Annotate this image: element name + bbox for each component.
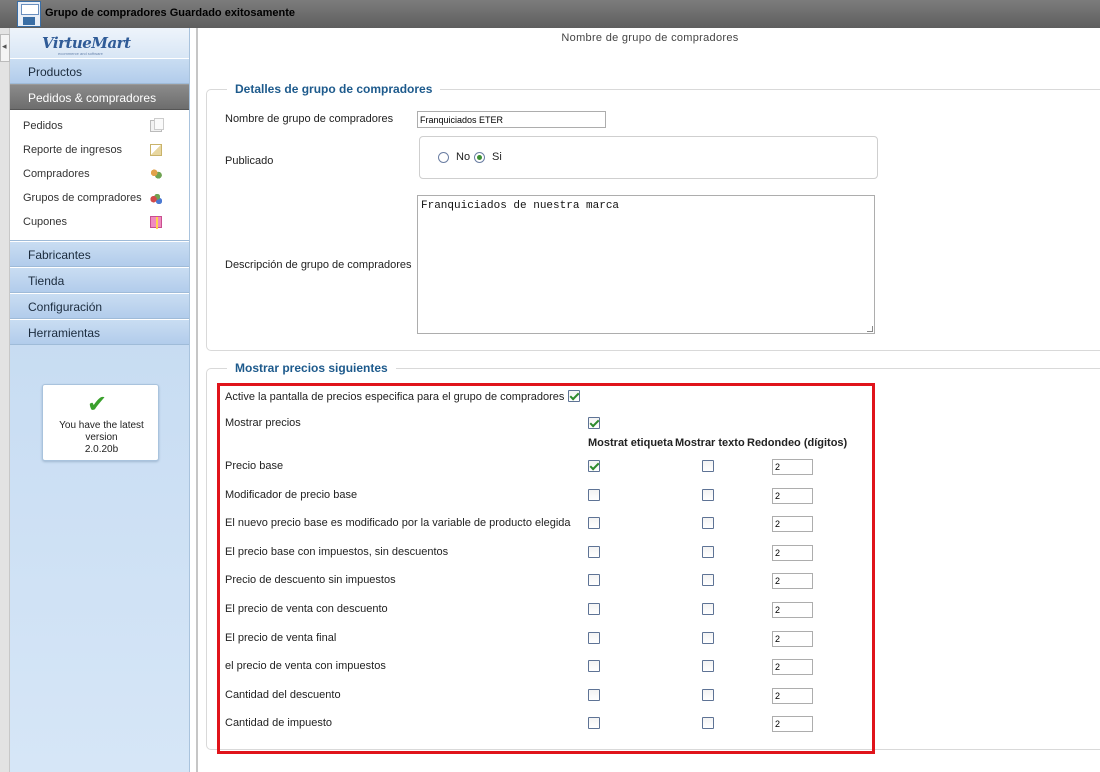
report-icon [150,144,162,156]
menu-tienda[interactable]: Tienda [10,267,189,293]
published-radio-group [419,136,878,179]
menu-fabricantes[interactable]: Fabricantes [10,241,189,267]
rounding-input[interactable] [772,602,813,618]
menu-herramientas[interactable]: Herramientas [10,319,189,345]
show-text-checkbox[interactable] [702,460,714,472]
show-label-checkbox[interactable] [588,632,600,644]
show-text-checkbox[interactable] [702,546,714,558]
submenu-item-label: Reporte de ingresos [23,144,123,156]
buyers-icon [150,168,162,180]
sidebar [10,28,190,772]
show-text-checkbox[interactable] [702,574,714,586]
show-prices-label: Mostrar precios [225,417,301,429]
rounding-input[interactable] [772,716,813,732]
radio-no-label: No [456,151,471,163]
rounding-input[interactable] [772,545,813,561]
chevron-left-icon: ◂ [2,41,7,51]
show-text-checkbox[interactable] [702,603,714,615]
show-label-checkbox[interactable] [588,689,600,701]
show-label-checkbox[interactable] [588,574,600,586]
menu-productos[interactable]: Productos [10,58,189,84]
submenu-item-label: Pedidos [23,120,63,132]
radio-no[interactable] [438,152,449,163]
price-row-label: El precio de venta final [225,632,337,644]
virtuemart-logo[interactable] [10,28,189,58]
rounding-input[interactable] [772,688,813,704]
price-row-label: Precio base [225,460,284,472]
show-label-checkbox[interactable] [588,717,600,729]
show-text-checkbox[interactable] [702,489,714,501]
description-label: Descripción de grupo de compradores [225,259,412,271]
show-text-checkbox[interactable] [702,689,714,701]
price-row-label: Modificador de precio base [225,489,358,501]
show-text-checkbox[interactable] [702,660,714,672]
save-icon [17,1,41,27]
rounding-input[interactable] [772,488,813,504]
checkmark-icon: ✔ [87,391,108,418]
activate-label: Active la pantalla de precios especifica para el grupo de compradores [225,391,565,403]
rounding-input[interactable] [772,459,813,475]
logo-text: VirtueMart [42,34,131,52]
show-label-checkbox[interactable] [588,660,600,672]
show-label-checkbox[interactable] [588,517,600,529]
version-line: You have the latest [59,420,144,431]
rounding-input[interactable] [772,516,813,532]
show-prices-checkbox[interactable] [588,417,600,429]
radio-si-label: Si [492,151,502,163]
rounding-input[interactable] [772,631,813,647]
version-notice [42,384,159,461]
submenu-item-label: Cupones [23,216,68,228]
price-row-label: El precio de venta con descuento [225,603,388,615]
show-text-checkbox[interactable] [702,717,714,729]
submenu-item-cupones[interactable] [10,210,189,234]
resize-grip-icon[interactable] [867,326,873,332]
submenu-item-label: Compradores [23,168,90,180]
message-text: Grupo de compradores Guardado exitosamente [45,7,296,19]
rounding-input[interactable] [772,659,813,675]
price-row-label: El precio base con impuestos, sin descuentos [225,546,449,558]
show-label-checkbox[interactable] [588,489,600,501]
submenu-item-compradores[interactable] [10,162,189,186]
version-text [43,420,160,456]
page-title: Nombre de grupo de compradores [561,32,739,44]
show-label-checkbox[interactable] [588,460,600,472]
column-header-show-text: Mostrar texto [675,437,745,449]
submenu-item-grupos-compradores[interactable] [10,186,189,210]
groups-icon [150,192,162,204]
radio-si[interactable] [474,152,485,163]
version-line: version [85,432,118,443]
name-label: Nombre de grupo de compradores [225,113,394,125]
description-text: Franquiciados de nuestra marca [421,200,620,212]
menu-configuracion[interactable]: Configuración [10,293,189,319]
menu-pedidos-compradores[interactable]: Pedidos & compradores [10,84,189,110]
details-legend: Detalles de grupo de compradores [227,82,440,96]
show-text-checkbox[interactable] [702,632,714,644]
message-bar [0,0,1100,28]
sidebar-toggle-button[interactable] [0,34,10,62]
rounding-input[interactable] [772,573,813,589]
column-header-show-label: Mostrat etiqueta [588,437,673,449]
price-row-label: el precio de venta con impuestos [225,660,386,672]
prices-legend: Mostrar precios siguientes [227,361,396,375]
price-row-label: El nuevo precio base es modificado por la variable de producto elegida [225,517,571,529]
show-label-checkbox[interactable] [588,603,600,615]
sidebar-strip [0,28,10,772]
show-label-checkbox[interactable] [588,546,600,558]
price-row-label: Cantidad del descuento [225,689,341,701]
price-row-label: Cantidad de impuesto [225,717,333,729]
published-label: Publicado [225,155,274,167]
version-number: 2.0.20b [84,444,119,455]
column-header-rounding: Redondeo (dígitos) [747,437,848,449]
submenu-item-pedidos[interactable] [10,114,189,138]
logo-subtitle: ecommerce and software [58,51,103,56]
activate-checkbox[interactable] [568,390,580,402]
coupons-icon [150,216,162,228]
submenu-item-reporte-ingresos[interactable] [10,138,189,162]
submenu-pedidos [10,110,189,241]
submenu-item-label: Grupos de compradores [23,192,142,204]
show-text-checkbox[interactable] [702,517,714,529]
group-name-input[interactable] [417,111,606,128]
orders-icon [150,120,162,132]
description-textarea[interactable] [417,195,875,334]
price-row-label: Precio de descuento sin impuestos [225,574,396,586]
